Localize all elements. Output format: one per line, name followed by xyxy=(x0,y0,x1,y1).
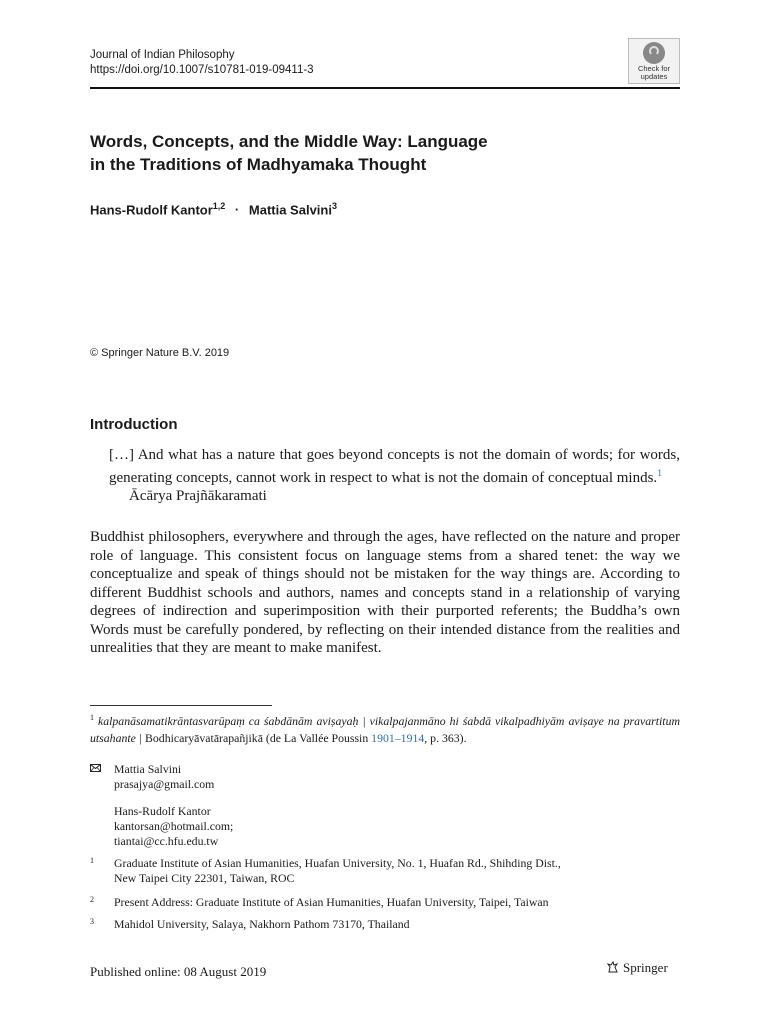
title-line-2: in the Traditions of Madhyamaka Thought xyxy=(90,155,427,174)
affiliation-number: 3 xyxy=(90,917,94,926)
affiliation-text: New Taipei City 22301, Taiwan, ROC xyxy=(114,871,295,885)
check-for-label: Check for xyxy=(637,64,671,73)
footnote-source-text: Bodhicaryāvatārapañjikā (de La Vallée Poussin xyxy=(142,730,372,745)
epigraph-text: […] And what has a nature that goes beyond concepts is not the domain of words; for words, generating concepts, cannot work in respect to what is not the domain of conceptual minds. xyxy=(109,447,680,486)
correspondent-email[interactable]: kantorsan@hotmail.com; xyxy=(114,819,234,833)
title-line-1: Words, Concepts, and the Middle Way: Language xyxy=(90,132,488,151)
author-name[interactable]: Mattia Salvini xyxy=(248,202,332,218)
doi-link[interactable]: https://doi.org/10.1007/s10781-019-09411-3 xyxy=(90,64,314,76)
reference-link[interactable]: 1901–1914 xyxy=(371,730,425,745)
epigraph-attribution: Ācārya Prajñākaramati xyxy=(129,488,267,504)
correspondent-name: Hans-Rudolf Kantor xyxy=(114,804,211,818)
author-name[interactable]: Hans-Rudolf Kantor xyxy=(90,202,213,218)
affiliation-text: Present Address: Graduate Institute of Asian Humanities, Huafan University, Taipei, Taiwan xyxy=(114,895,549,909)
publisher-name: Springer xyxy=(623,960,668,975)
correspondent-email[interactable]: prasajya@gmail.com xyxy=(114,777,215,791)
journal-name: Journal of Indian Philosophy xyxy=(90,49,235,61)
author-affiliation-ref: 3 xyxy=(331,201,337,211)
crossmark-icon xyxy=(643,42,665,64)
footnote xyxy=(90,709,680,747)
affiliation-text: Graduate Institute of Asian Humanities, Huafan University, No. 1, Huafan Rd., Shihding Dist., xyxy=(114,856,561,870)
body-paragraph: Buddhist philosophers, everywhere and through the ages, have reflected on the nature and proper role of language. This consistent focus on language stems from a shared tenet: the way we conceptualize and speak of things should not be mistaken for the way things are. According to different Buddhist schools and authors, names and concepts stand in a relationship of varying degrees of indirection and superimposition with their purported referents; the Buddha’s own Words must be carefully pondered, by reflecting on their intended distance from the realities and unrealities that they are meant to make manifest. xyxy=(90,529,680,656)
epigraph xyxy=(109,446,680,506)
correspondent-name: Mattia Salvini xyxy=(114,762,182,776)
author-separator: · xyxy=(234,202,240,218)
affiliation-number: 2 xyxy=(90,895,94,904)
affiliation xyxy=(90,895,680,910)
affiliation-number: 1 xyxy=(90,856,94,865)
affiliation-text: Mahidol University, Salaya, Nakhorn Pathom 73170, Thailand xyxy=(114,917,410,931)
copyright-notice: © Springer Nature B.V. 2019 xyxy=(90,347,230,359)
correspondence-block xyxy=(90,762,680,849)
publisher-logo xyxy=(606,960,668,976)
affiliation xyxy=(90,917,680,932)
publication-date: Published online: 08 August 2019 xyxy=(90,964,267,979)
springer-horse-icon xyxy=(606,960,620,974)
header-divider xyxy=(90,87,680,89)
footnote-number: 1 xyxy=(90,713,94,722)
author-affiliation-ref: 1,2 xyxy=(212,201,226,211)
footnote-ref[interactable]: 1 xyxy=(657,468,662,479)
article-title xyxy=(90,130,650,176)
running-header xyxy=(90,48,680,78)
author-list xyxy=(90,201,337,217)
envelope-icon xyxy=(90,764,101,772)
updates-label: updates xyxy=(640,72,668,81)
footnote-sanskrit-text: kalpanāsamatikrāntasvarūpaṃ ca śabdānām aviṣayaḥ | vikalpajanmāno hi śabdā vikalpadhiyām aviṣaye na pravartitum utsahante | xyxy=(90,713,680,745)
check-for-updates-button[interactable] xyxy=(628,38,680,84)
footnote-page-text: , p. 363). xyxy=(424,730,467,745)
affiliation xyxy=(90,856,680,886)
footnote-divider xyxy=(90,705,272,706)
correspondent-email[interactable]: tiantai@cc.hfu.edu.tw xyxy=(114,834,219,848)
section-heading: Introduction xyxy=(90,416,178,433)
